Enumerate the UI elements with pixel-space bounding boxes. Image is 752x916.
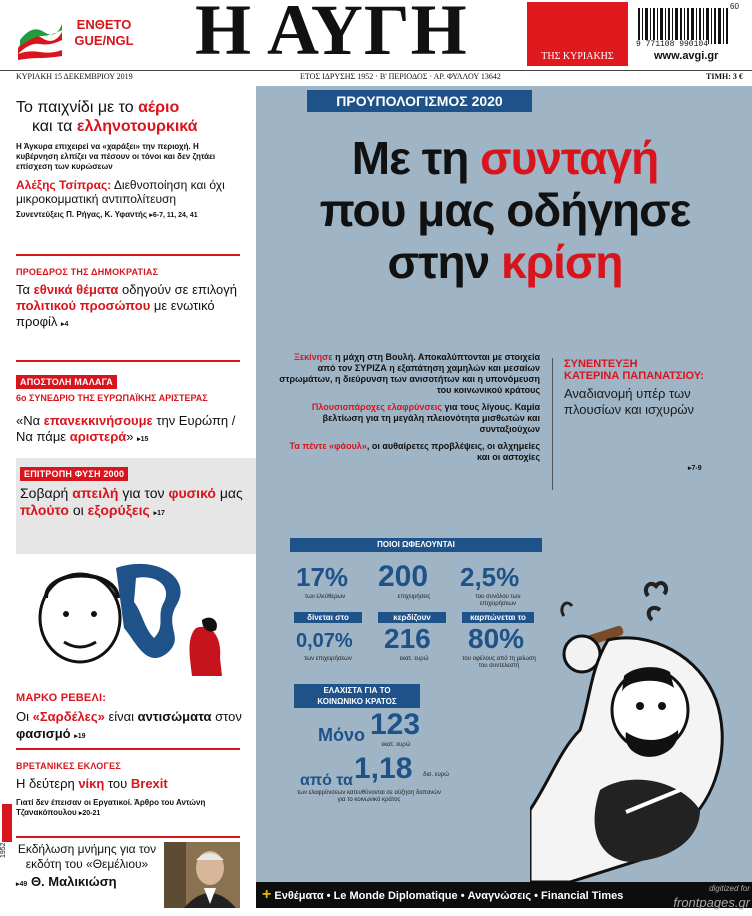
story-memorial[interactable]: Εκδήλωση μνήμης για τον εκδότη του «Θεμέλιου» ▸49 Θ. Μαλικιώση: [16, 842, 157, 889]
infographic-title: ΠΟΙΟΙ ΩΦΕΛΟΥΝΤΑΙ: [290, 538, 542, 552]
stat-80: 80%: [468, 623, 525, 654]
date-bar: [0, 70, 752, 84]
budget-tag: ΠΡΟΥΠΟΛΟΓΙΣΜΟΣ 2020: [307, 90, 532, 112]
main-lead: Ξεκίνησε η μάχη στη Βουλή. Αποκαλύπτονται με στοιχεία από τον ΣΥΡΙΖΑ η εξαπάτηση χαμηλών και μεσαίων στρωμάτων, η διεύρυνση των ανισοτήτων και η υπονόμευση του κοινωνικού κράτους Πλουσιοπάροχες ελαφρύνσεις για τους λίγους. Καμία βελτίωση για τη μεγάλη πλειονότητα μισθωτών και συνταξιούχων Τα πέντε «φάουλ», οι αυθαίρετες προβλέψεις, οι αλχημείες και οι αστοχίες: [279, 352, 540, 462]
plus-icon: +: [262, 886, 272, 903]
story-gas-summary: Η Άγκυρα επιχειρεί να «χαράξει» την περιοχή. Η κυβέρνηση ελπίζει να πέσουν οι τόνοι και δεν ζητάει επίσχεση των κυρώσεων: [16, 142, 216, 171]
supplement-label: ΕΝΘΕΤΟ GUE/NGL: [74, 17, 134, 48]
main-headline[interactable]: Με τη συνταγή που μας οδήγησε στην κρίση: [319, 132, 691, 288]
barcode-number: 9 771108 990104: [636, 40, 709, 49]
stat-2-5: 2,5%: [460, 562, 520, 592]
newspaper-title: Η ΑΥΓΗ: [195, 0, 468, 70]
social-state-box: ΕΛΑΧΙΣΤΑ ΓΙΑ ΤΟ ΚΟΙΝΩΝΙΚΟ ΚΡΑΤΟΣ: [294, 684, 420, 708]
stat-0-07: 0,07%: [296, 630, 353, 652]
edition-box: [527, 2, 628, 66]
story-malaga[interactable]: ΑΠΟΣΤΟΛΗ ΜΑΛΑΓΑ 6ο ΣΥΝΕΔΡΙΟ ΤΗΣ ΕΥΡΩΠΑΪΚΗΣ ΑΡΙΣΤΕΡΑΣ «Να επανεκκινήσουμε την Ευρώπη / Να πάμε αριστερά» ▸15: [16, 377, 236, 444]
issue-info: ΕΤΟΣ ΙΔΡΥΣΗΣ 1952 · Β' ΠΕΡΙΟΔΟΣ · ΑΡ. ΦΥΛΛΟΥ 13642: [300, 72, 501, 81]
story-brexit[interactable]: ΒΡΕΤΑΝΙΚΕΣ ΕΚΛΟΓΕΣ Η δεύτερη νίκη του Brexit Γιατί δεν έπεισαν οι Εργατικοί. Άρθρο του Αντώνη Τζανακόπουλου ▸20-21: [16, 761, 206, 817]
infographic-beneficiaries: ΠΟΙΟΙ ΩΦΕΛΟΥΝΤΑΙ 17% των ελεύθερων 200 επιχειρήσεις 2,5% του συνόλου των επιχειρήσεων δίνεται στο κερδίζουν καρπώνεται το 0,07% των επιχειρήσεων 216 εκατ. ευρώ 80% του οφέλους από τη μείωση του συντελεστή ΕΛΑΧΙΣΤΑ ΓΙΑ ΤΟ ΚΟΙΝΩΝΙΚΟ ΚΡΑΤΟΣ Μόνο 123 εκατ. ευρώ από τα 1,18 δισ. ευρώ των ελαφρύνσεων κατευθύνονται σε αύξηση δαπανών για το κοινωνικό κράτος: [290, 538, 542, 848]
interview-page: ▸7-9: [688, 465, 702, 472]
memorial-photo: [164, 842, 240, 908]
stat-200: 200: [378, 560, 429, 593]
interview-title: ΣΥΝΕΝΤΕΥΞΗ ΚΑΤΕΡΙΝΑ ΠΑΠΑΝΑΤΣΙΟΥ:: [564, 358, 704, 382]
tycoon-illustration: [530, 560, 752, 882]
divider: [552, 358, 553, 490]
stat-216: 216: [384, 623, 431, 654]
barcode-top-number: 60: [730, 2, 739, 11]
website-link[interactable]: www.avgi.gr: [654, 50, 719, 62]
story-reveli[interactable]: ΜΑΡΚΟ ΡΕΒΕΛΙ: Οι «Σαρδέλες» είναι αντισώματα στον φασισμό ▸19: [16, 692, 242, 741]
stat-123: 123: [370, 708, 421, 741]
story-president[interactable]: ΠΡΟΕΔΡΟΣ ΤΗΣ ΔΗΜΟΚΡΑΤΙΑΣ Τα εθνικά θέματα οδηγούν σε επιλογή πολιτικού προσώπου με ενωτικό προφίλ ▸4: [16, 267, 237, 329]
story-nature-box[interactable]: ΕΠΙΤΡΟΠΗ ΦΥΣΗ 2000 Σοβαρή απειλή για τον φυσικό μας πλούτο οι εξορύξεις ▸17: [16, 458, 264, 554]
interview-summary[interactable]: Αναδιανομή υπέρ των πλουσίων και ισχυρών: [564, 386, 695, 417]
issue-date: ΚΥΡΙΑΚΗ 15 ΔΕΚΕΜΒΡΙΟΥ 2019: [16, 72, 133, 81]
supplements-list: Ενθέματα • Le Monde Diplomatique • Αναγνώσεις • Financial Times: [274, 890, 624, 902]
marco-reveli-illustration: [16, 558, 240, 676]
side-marker: [2, 804, 12, 842]
side-label: 1952: [0, 842, 7, 858]
watermark: digitized for frontpages.gr: [673, 884, 750, 910]
story-gas[interactable]: Το παιχνίδι με το αέριο και τα ελληνοτουρκικά Η Άγκυρα επιχειρεί να «χαράξει» την περιοχή. Η κυβέρνηση ελπίζει να πέσουν οι τόνοι και δεν ζητάει επίσχεση των κυρώσεων Αλέξης Τσίπρας: Διεθνοποίηση και όχι μικροκομματική αντιπολίτευση Συνεντεύξεις Π. Ρήγας, Κ. Υφαντής ▸6-7, 11, 24, 41: [16, 98, 242, 221]
stat-17: 17%: [296, 562, 349, 592]
edition-label: ΤΗΣ ΚΥΡΙΑΚΗΣ: [541, 51, 614, 62]
flag-logo: [16, 20, 64, 60]
price: ΤΙΜΗ: 3 €: [706, 72, 743, 81]
stat-1-18: 1,18: [354, 752, 413, 785]
